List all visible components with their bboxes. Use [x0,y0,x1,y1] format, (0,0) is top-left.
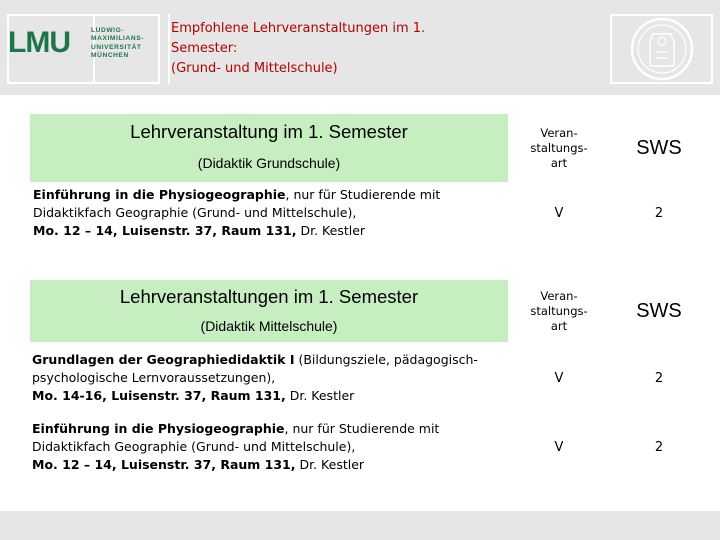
course-schedule: Mo. 12 – 14, Luisenstr. 37, Raum 131, [33,223,297,238]
heading-main: Lehrveranstaltung im 1. Semester [130,121,408,142]
heading-sub: (Didaktik Mittelschule) [200,318,338,334]
section-heading-mittelschule [30,280,508,342]
section-heading-grundschule [30,114,508,182]
column-header-sws: SWS [636,136,682,159]
course-lecturer: Dr. Kestler [285,388,355,403]
footer-band [0,511,720,540]
course-sws: 2 [654,370,664,386]
course-description [30,182,508,244]
title-line: Empfohlene Lehrveranstaltungen im 1. [171,21,426,36]
course-note: , nur für Studierende mit [285,187,441,202]
course-detail: Didaktikfach Geographie (Grund- und Mittelschule), [32,439,356,454]
university-line: MÜNCHEN [91,51,129,59]
column-header-art [508,114,610,182]
university-seal-icon [623,12,701,82]
col-art-line: Veran- [540,125,578,140]
table-row [30,182,708,244]
column-header-art [508,280,610,342]
table-grundschule [30,114,708,244]
course-note: (Bildungsziele, pädagogisch- [294,352,478,367]
course-description [30,342,508,414]
col-art-line: art [550,318,568,333]
course-art: V [554,439,564,455]
course-detail: Didaktikfach Geographie (Grund- und Mittelschule), [33,205,357,220]
col-art-line: staltungs- [530,140,588,155]
col-art-line: Veran- [540,288,578,303]
university-name [91,27,144,60]
course-sws: 2 [654,205,664,221]
table-mittelschule [30,280,708,480]
course-art: V [554,370,564,386]
course-art: V [554,205,564,221]
page-title [171,19,425,79]
course-title: Einführung in die Physiogeographie [32,421,285,436]
course-lecturer: Dr. Kestler [295,457,365,472]
course-title: Grundlagen der Geographiedidaktik I [32,352,295,367]
col-art-line: art [550,155,568,170]
title-line: Semester: [171,41,238,56]
course-detail: psychologische Lernvoraussetzungen), [32,370,276,385]
logo-text: LMU [8,26,70,59]
col-art-line: staltungs- [530,303,588,318]
course-description [30,414,508,480]
course-title: Einführung in die Physiogeographie [33,187,286,202]
table-row [30,342,708,414]
course-sws: 2 [654,439,664,455]
heading-main: Lehrveranstaltungen im 1. Semester [119,286,419,307]
title-line: (Grund- und Mittelschule) [171,61,338,76]
table-row [30,414,708,480]
course-schedule: Mo. 12 – 14, Luisenstr. 37, Raum 131, [32,457,296,472]
course-lecturer: Dr. Kestler [296,223,366,238]
heading-sub: (Didaktik Grundschule) [197,155,341,171]
university-line: LUDWIG- [91,27,125,34]
university-line: MAXIMILIANS- [91,35,144,43]
course-note: , nur für Studierende mit [284,421,440,436]
university-line: UNIVERSITÄT [91,43,142,51]
column-header-sws: SWS [636,299,682,322]
course-schedule: Mo. 14-16, Luisenstr. 37, Raum 131, [32,388,286,403]
